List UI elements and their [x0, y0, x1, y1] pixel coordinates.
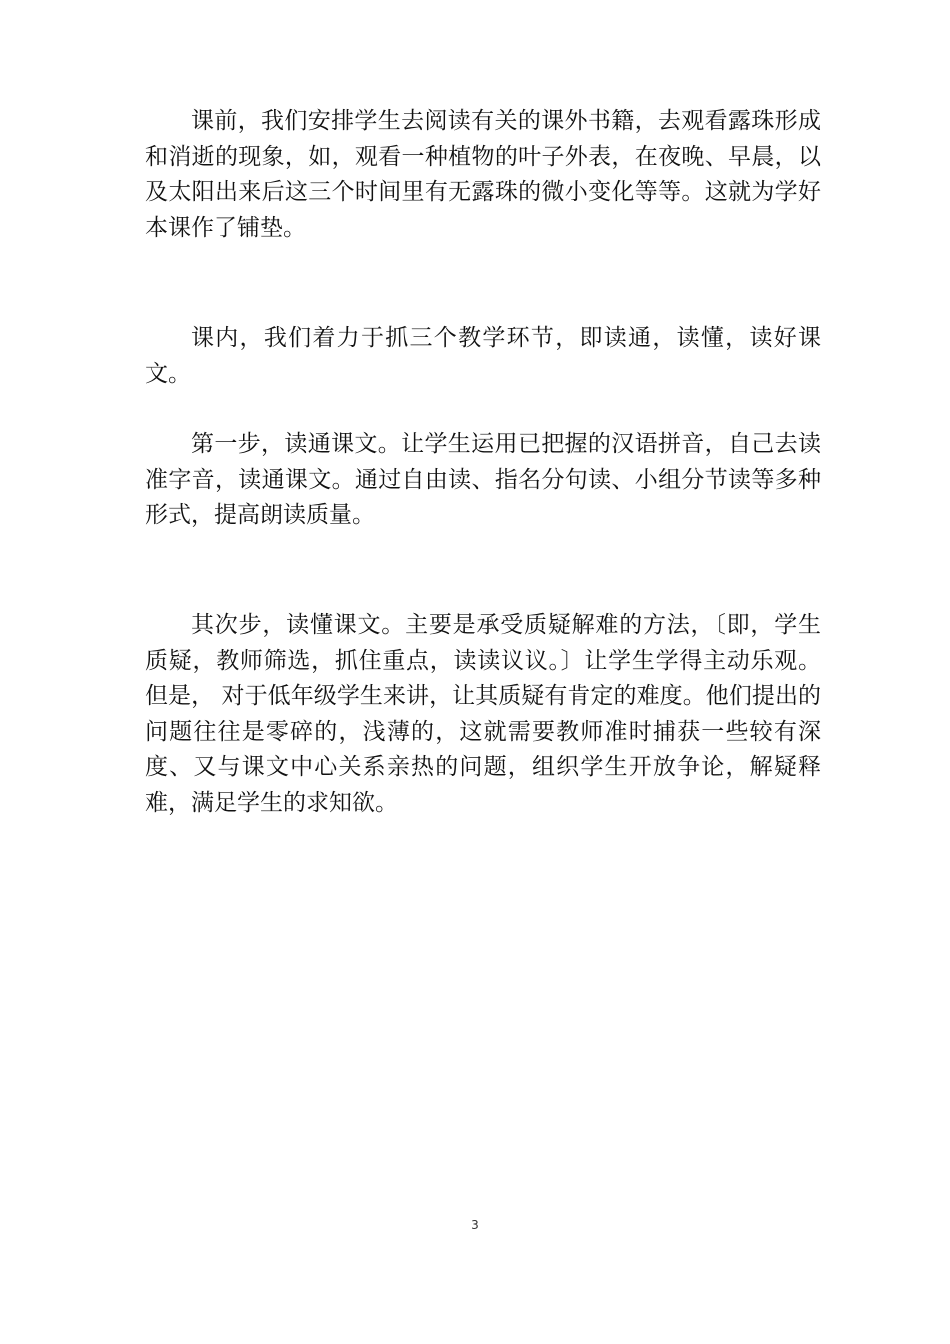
paragraph-in-class: 课内，我们着力于抓三个教学环节，即读通，读懂，读好课文。: [145, 325, 821, 387]
paragraph-pre-class: 课前，我们安排学生去阅读有关的课外书籍，去观看露珠形成和消逝的现象，如，观看一种植物的叶子外表，在夜晚、早晨，以及太阳出来后这三个时间里有无露珠的微小变化等等。这就为学好本课作了铺垫。: [145, 108, 821, 241]
paragraph-step-one: 第一步，读通课文。让学生运用已把握的汉语拼音，自己去读准字音，读通课文。通过自由读、指名分句读、小组分节读等多种形式，提高朗读质量。: [145, 431, 821, 528]
paragraph-step-two: 其次步，读懂课文。主要是承受质疑解难的方法，〔即，学生质疑，教师筛选，抓住重点，读读议议。〕让学生学得主动乐观。但是， 对于低年级学生来讲，让其质疑有肯定的难度。他们提出的问题往往是零碎的，浅薄的，这就需要教师准时捕获一些较有深度、又与课文中心关系亲热的问题，组织学生开放争论，解疑释难，满足学生的求知欲。: [145, 612, 821, 816]
page-number: 3: [471, 1218, 479, 1232]
